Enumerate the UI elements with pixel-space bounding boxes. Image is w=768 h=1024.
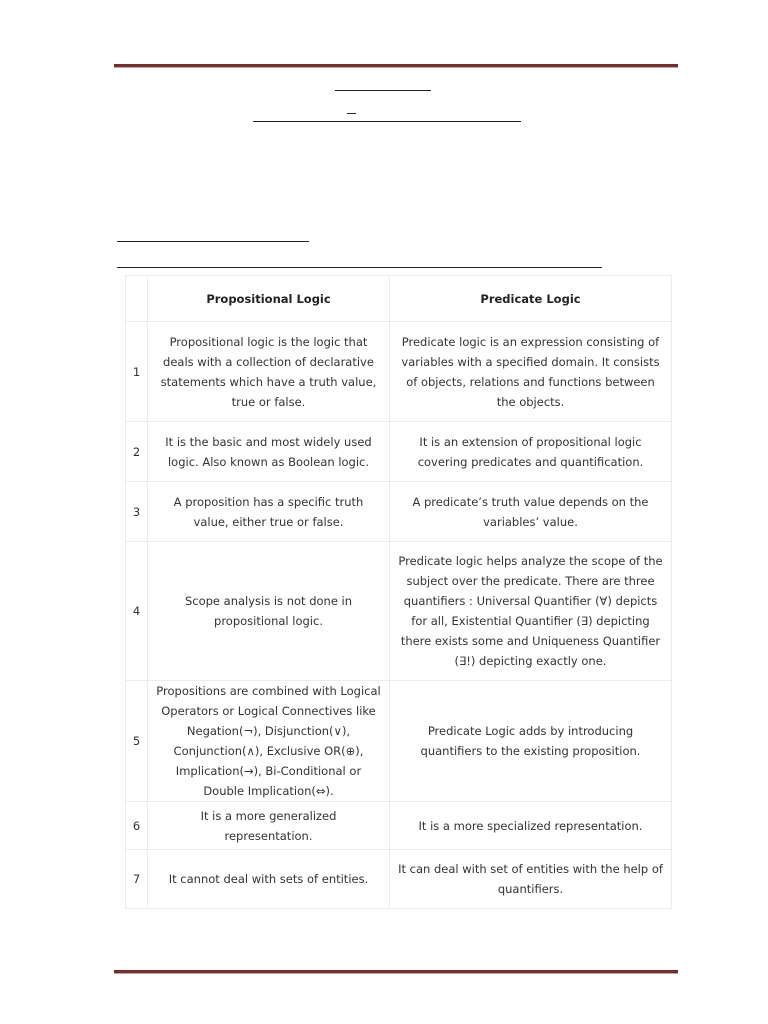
propositional-cell: It is a more generalized representation. xyxy=(148,802,390,850)
section-underline-1 xyxy=(117,241,309,242)
heading-underline-2 xyxy=(347,113,356,114)
predicate-cell: It is an extension of propositional logic covering predicates and quantification. xyxy=(390,422,672,482)
table-row xyxy=(126,850,672,909)
table-row xyxy=(126,681,672,802)
propositional-cell: It cannot deal with sets of entities. xyxy=(148,850,390,909)
table-row xyxy=(126,802,672,850)
row-number: 5 xyxy=(126,681,148,802)
propositional-cell: Scope analysis is not done in propositional logic. xyxy=(148,542,390,681)
propositional-cell: A proposition has a specific truth value, either true or false. xyxy=(148,482,390,542)
header-predicate-logic: Predicate Logic xyxy=(390,276,672,322)
heading-underline-1 xyxy=(335,90,431,91)
section-underline-2 xyxy=(117,267,602,268)
row-number: 4 xyxy=(126,542,148,681)
predicate-cell: Predicate logic helps analyze the scope of the subject over the predicate. There are three quantifiers : Universal Quantifier (∀) depicts for all, Existential Quantifier (∃) depicting there exists some and Uniqueness Quantifier (∃!) depicting exactly one. xyxy=(390,542,672,681)
comparison-table xyxy=(125,275,672,909)
predicate-cell: It is a more specialized representation. xyxy=(390,802,672,850)
table-header-row xyxy=(126,276,672,322)
table-row xyxy=(126,422,672,482)
row-number: 7 xyxy=(126,850,148,909)
table-row xyxy=(126,482,672,542)
header-index xyxy=(126,276,148,322)
propositional-cell: Propositions are combined with Logical Operators or Logical Connectives like Negation(¬), Disjunction(∨), Conjunction(∧), Exclusive OR(⊕), Implication(→), Bi-Conditional or Double Implication(⇔). xyxy=(148,681,390,802)
header-propositional-logic: Propositional Logic xyxy=(148,276,390,322)
table-row xyxy=(126,542,672,681)
heading-underline-3 xyxy=(253,121,521,122)
page-top-border xyxy=(114,64,678,67)
row-number: 2 xyxy=(126,422,148,482)
predicate-cell: It can deal with set of entities with the help of quantifiers. xyxy=(390,850,672,909)
propositional-cell: It is the basic and most widely used logic. Also known as Boolean logic. xyxy=(148,422,390,482)
predicate-cell: A predicate’s truth value depends on the variables’ value. xyxy=(390,482,672,542)
table-row xyxy=(126,322,672,422)
propositional-cell: Propositional logic is the logic that deals with a collection of declarative statements which have a truth value, true or false. xyxy=(148,322,390,422)
row-number: 3 xyxy=(126,482,148,542)
predicate-cell: Predicate Logic adds by introducing quantifiers to the existing proposition. xyxy=(390,681,672,802)
predicate-cell: Predicate logic is an expression consisting of variables with a specified domain. It consists of objects, relations and functions between the objects. xyxy=(390,322,672,422)
row-number: 1 xyxy=(126,322,148,422)
row-number: 6 xyxy=(126,802,148,850)
page-bottom-border xyxy=(114,970,678,973)
